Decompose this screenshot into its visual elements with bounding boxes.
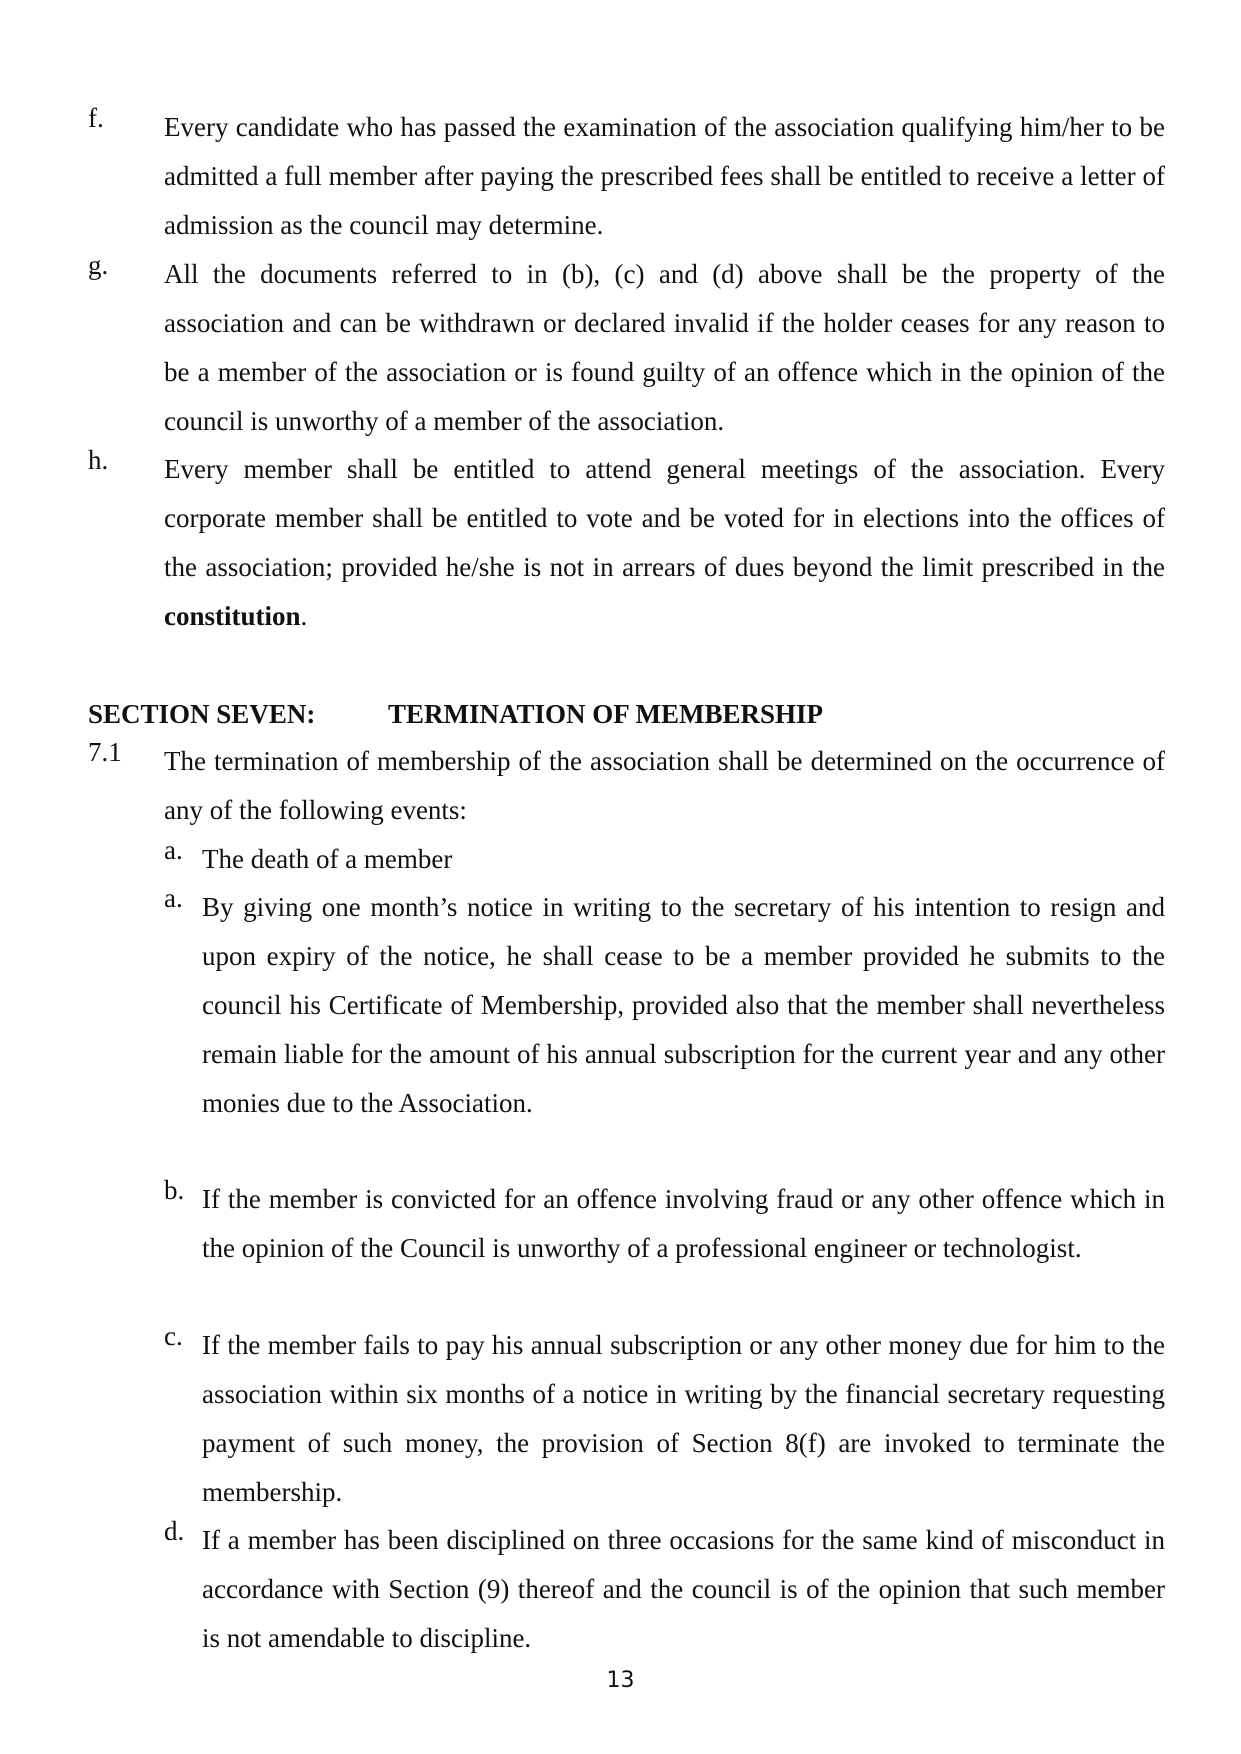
item-text-main: Every member shall be entitled to attend general meetings of the association. Every corporate member shall be entitled to vote and be voted for in elections into the offices of the association; provided he/she is not in arrears of dues beyond the limit prescribed in the [164, 454, 1165, 582]
section-title: TERMINATION OF MEMBERSHIP [388, 699, 824, 729]
subitem-discipline [164, 1516, 1165, 1663]
clause-label: 7.1 [88, 737, 122, 767]
item-label: h. [88, 445, 109, 475]
item-text-end: . [300, 601, 308, 631]
item-label: f. [88, 103, 104, 133]
subitem-text: If the member is convicted for an offence involving fraud or any other offence which in the opinion of the Council is unworthy of a professional engineer or technologist. [202, 1184, 1165, 1263]
section-number: SECTION SEVEN: [88, 699, 316, 729]
list-item-f [88, 103, 1165, 250]
subitem-death [164, 835, 1165, 884]
clause-7-1 [88, 737, 1165, 835]
item-text: All the documents referred to in (b), (c) and (d) above shall be the property of the association and can be withdrawn or declared invalid if the holder ceases for any reason to be a member of the association or is found guilty of an offence which in the opinion of the council is unworthy of a member of the association. [164, 259, 1165, 436]
item-text [164, 445, 1165, 641]
subitem-label: c. [164, 1321, 183, 1351]
bold-term: constitution [164, 601, 301, 631]
subitem-label: b. [164, 1175, 185, 1205]
subitem-conviction [164, 1175, 1165, 1273]
subitem-resignation [164, 883, 1165, 1128]
item-text: Every candidate who has passed the examination of the association qualifying him/her to be admitted a full member after paying the prescribed fees shall be entitled to receive a letter of admission as the council may determine. [164, 112, 1165, 240]
clause-text: The termination of membership of the association shall be determined on the occurrence of any of the following events: [164, 746, 1165, 825]
subitem-text: By giving one month’s notice in writing to the secretary of his intention to resign and upon expiry of the notice, he shall cease to be a member provided he submits to the council his Certificate of Membership, provided also that the member shall nevertheless remain liable for the amount of his annual subscription for the current year and any other monies due to the Association. [202, 892, 1165, 1118]
item-label: g. [88, 250, 109, 280]
subitem-nonpayment [164, 1321, 1165, 1517]
page-number: 13 [606, 1668, 635, 1693]
list-item-g [88, 250, 1165, 446]
section-heading [88, 690, 824, 739]
subitem-label: d. [164, 1516, 185, 1546]
subitem-text: If the member fails to pay his annual subscription or any other money due for him to the association within six months of a notice in writing by the financial secretary requesting payment of such money, the provision of Section 8(f) are invoked to terminate the membership. [202, 1330, 1165, 1507]
subitem-label: a. [164, 883, 183, 913]
subitem-text: If a member has been disciplined on three occasions for the same kind of misconduct in accordance with Section (9) thereof and the council is of the opinion that such member is not amendable to discipline. [202, 1525, 1165, 1653]
subitem-text: The death of a member [202, 844, 453, 874]
list-item-h [88, 445, 1165, 641]
subitem-label: a. [164, 835, 183, 865]
